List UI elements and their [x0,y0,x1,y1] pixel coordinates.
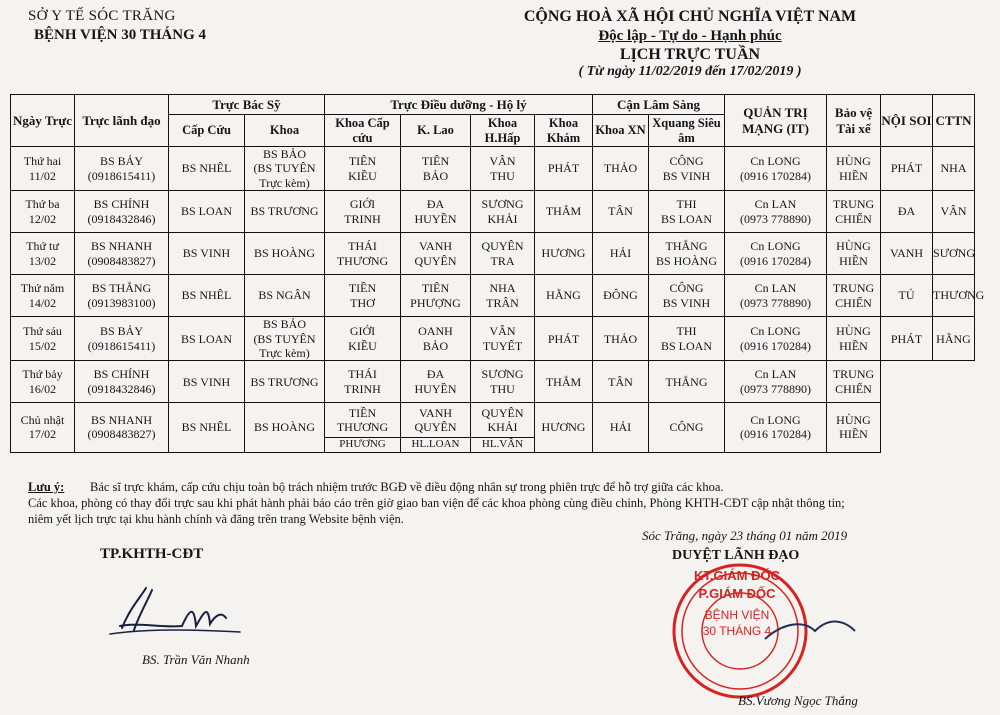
national-header [430,8,950,80]
cell-nurse-emergency: TIÊN KIỀU [325,147,401,191]
cell-extra-nurse-emergency: PHƯƠNG [325,438,401,452]
col-nurse-emergency: Khoa Cấp cứu [325,115,401,147]
cell-endoscopy: ĐA [881,191,933,233]
col-lab: Khoa XN [593,115,649,147]
cell-it: Cn LONG (0916 170284) [725,233,827,275]
cell-endoscopy: PHÁT [881,317,933,361]
notes-label: Lưu ý: [28,480,65,494]
cell-cttn: THƯƠNG [933,275,975,317]
signer-left-title: TP.KHTH-CĐT [100,546,204,562]
cell-emergency: BS NHÊL [169,403,245,452]
cell-xray: THI BS LOAN [649,317,725,361]
cell-extra-nurse-lao: HL.LOAN [401,438,471,452]
cell-emergency: BS VINH [169,233,245,275]
col-day: Ngày Trực [11,95,75,147]
cell-nurse-emergency: TIỀN THƯƠNG [325,403,401,438]
cell-day: Thứ bảy 16/02 [11,361,75,403]
cell-nurse-emergency: GIỚI KIỀU [325,317,401,361]
note-line-2: Các khoa, phòng có thay đổi trực sau khi phát hành phải báo cáo trên giờ giao ban viện để các khoa phòng cùng điều chỉnh, Phòng KHTH-CĐT cập nhật thông tin; [28,496,845,510]
cell-nurse-exam: THẮM [535,361,593,403]
cell-day: Thứ năm 14/02 [11,275,75,317]
cell-xray: THẮNG BS HOÀNG [649,233,725,275]
col-it: QUẢN TRỊ MẠNG (IT) [725,95,827,147]
cell-nurse-exam: HƯƠNG [535,403,593,452]
cell-nurse-emergency: THÁI TRINH [325,361,401,403]
cell-department: BS BẢO (BS TUYÊN Trực kèm) [245,147,325,191]
cell-leader: BS BẢY (0918615411) [75,147,169,191]
cell-cttn: VÂN [933,191,975,233]
handwritten-signature-icon [100,568,250,648]
table-row [11,403,975,438]
cell-lab: THẢO [593,147,649,191]
cell-guard: TRUNG CHIẾN [827,275,881,317]
cell-cttn: NHA [933,147,975,191]
cell-xray: THI BS LOAN [649,191,725,233]
hospital-name: BỆNH VIỆN 30 THÁNG 4 [34,27,206,43]
cell-guard: TRUNG CHIẾN [827,191,881,233]
cell-nurse-exam: PHÁT [535,147,593,191]
table-row [11,147,975,191]
col-endoscopy: NỘI SOI [881,95,933,147]
cell-emergency: BS NHÊL [169,275,245,317]
cell-emergency: BS NHÊL [169,147,245,191]
cell-nurse-emergency: THÁI THƯƠNG [325,233,401,275]
cell-lab: TÂN [593,361,649,403]
signer-right-name: BS.Vương Ngọc Thắng [738,693,858,708]
grp-doctor: Trực Bác Sỹ [169,95,325,115]
cell-it: Cn LONG (0916 170284) [725,403,827,452]
notes-section [28,479,978,527]
cell-nurse-lao: VANH QUYÊN [401,233,471,275]
stamp-line-2: 30 THÁNG 4 [702,624,772,638]
cell-nurse-exam: HẰNG [535,275,593,317]
stamp-line-1: BỆNH VIỆN [704,608,770,622]
cell-lab: HẢI [593,233,649,275]
cell-nurse-lao: ĐA HUYỀN [401,361,471,403]
cell-guard: HÙNG HIỀN [827,147,881,191]
cell-nurse-resp: QUYÊN KHẢI [471,403,535,438]
table-row [11,361,975,403]
page-title: LỊCH TRỰC TUẦN [619,46,761,63]
cell-guard: HÙNG HIỀN [827,233,881,275]
cell-department: BS HOÀNG [245,233,325,275]
cell-nurse-exam: THẮM [535,191,593,233]
cell-endoscopy: PHÁT [881,147,933,191]
cell-nurse-resp: NHA TRÂN [471,275,535,317]
cell-guard: HÙNG HIỀN [827,317,881,361]
approval-title: DUYỆT LÃNH ĐẠO [672,548,800,563]
duty-schedule-table [10,94,985,453]
cell-xray: CÔNG BS VINH [649,275,725,317]
blank-area [881,361,975,452]
cell-leader: BS THẮNG (0913983100) [75,275,169,317]
cell-day: Chủ nhật 17/02 [11,403,75,452]
signature-left [100,546,300,667]
cell-endoscopy: TÚ [881,275,933,317]
col-leader: Trực lãnh đạo [75,95,169,147]
sign-date: Sóc Trăng, ngày 23 tháng 01 năm 2019 [642,528,848,543]
national-motto: Độc lập - Tự do - Hạnh phúc [598,28,782,44]
cell-lab: ĐÔNG [593,275,649,317]
cell-guard: HÙNG HIỀN [827,403,881,452]
signer-left-name: BS. Trần Văn Nhanh [142,652,250,667]
cell-department: BS BẢO (BS TUYÊN Trực kèm) [245,317,325,361]
table-row [11,233,975,275]
cell-day: Thứ tư 13/02 [11,233,75,275]
cell-cttn: SƯƠNG [933,233,975,275]
stamp-pgd: P.GIÁM ĐỐC [698,586,776,601]
cell-emergency: BS LOAN [169,191,245,233]
cell-emergency: BS VINH [169,361,245,403]
cell-leader: BS BẢY (0918615411) [75,317,169,361]
schedule-period: ( Từ ngày 11/02/2019 đến 17/02/2019 ) [578,64,802,79]
grp-nurse: Trực Điều dưỡng - Hộ lý [325,95,593,115]
stamp-kt: KT.GIÁM ĐỐC [694,568,780,583]
note-line-3: niêm yết lịch trực tại khu hành chính và đăng trên trang Website bệnh viện. [28,512,404,526]
cell-leader: BS NHANH (0908483827) [75,403,169,452]
col-nurse-lao: K. Lao [401,115,471,147]
cell-nurse-exam: PHÁT [535,317,593,361]
cell-nurse-resp: VÂN THU [471,147,535,191]
cell-nurse-emergency: TIỀN THƠ [325,275,401,317]
cell-it: Cn LAN (0973 778890) [725,275,827,317]
cell-nurse-emergency: GIỚI TRINH [325,191,401,233]
col-guard: Bảo vệ Tài xế [827,95,881,147]
cell-it: Cn LONG (0916 170284) [725,317,827,361]
cell-department: BS HOÀNG [245,403,325,452]
cell-leader: BS CHÍNH (0918432846) [75,361,169,403]
cell-guard: TRUNG CHIẾN [827,361,881,403]
cell-cttn: HẰNG [933,317,975,361]
country-name: CỘNG HOÀ XÃ HỘI CHỦ NGHĨA VIỆT NAM [523,8,857,25]
cell-nurse-lao: VANH QUYÊN [401,403,471,438]
cell-it: Cn LONG (0916 170284) [725,147,827,191]
cell-xray: CÔNG BS VINH [649,147,725,191]
cell-nurse-resp: SƯƠNG KHẢI [471,191,535,233]
cell-xray: CÔNG [649,403,725,452]
department-name: SỞ Y TẾ SÓC TRĂNG [28,8,176,24]
col-cttn: CTTN [933,95,975,147]
col-nurse-exam: Khoa Khám [535,115,593,147]
cell-lab: TÂN [593,191,649,233]
col-department: Khoa [245,115,325,147]
cell-endoscopy: VANH [881,233,933,275]
cell-leader: BS CHÍNH (0918432846) [75,191,169,233]
cell-nurse-exam: HƯƠNG [535,233,593,275]
table-row [11,191,975,233]
issuer-block [28,8,228,44]
cell-nurse-resp: VÂN TUYẾT [471,317,535,361]
grp-clinical: Cận Lâm Sàng [593,95,725,115]
cell-day: Thứ sáu 15/02 [11,317,75,361]
cell-leader: BS NHANH (0908483827) [75,233,169,275]
cell-nurse-resp: QUYÊN TRA [471,233,535,275]
cell-extra-nurse-resp: HL.VÂN [471,438,535,452]
cell-nurse-lao: ĐA HUYỀN [401,191,471,233]
col-nurse-resp: Khoa H.Hấp [471,115,535,147]
cell-department: BS TRƯƠNG [245,191,325,233]
table-row [11,275,975,317]
cell-department: BS TRƯƠNG [245,361,325,403]
cell-emergency: BS LOAN [169,317,245,361]
table-row [11,317,975,361]
cell-lab: HẢI [593,403,649,452]
col-xray: Xquang Siêu âm [649,115,725,147]
cell-it: Cn LAN (0973 778890) [725,361,827,403]
header-row-1 [11,95,975,115]
cell-xray: THẮNG [649,361,725,403]
col-emergency: Cấp Cứu [169,115,245,147]
cell-nurse-lao: OANH BẢO [401,317,471,361]
cell-nurse-lao: TIÊN BẢO [401,147,471,191]
cell-lab: THẢO [593,317,649,361]
signature-right [600,528,940,708]
cell-nurse-resp: SƯƠNG THU [471,361,535,403]
cell-it: Cn LAN (0973 778890) [725,191,827,233]
cell-day: Thứ ba 12/02 [11,191,75,233]
cell-department: BS NGÂN [245,275,325,317]
cell-day: Thứ hai 11/02 [11,147,75,191]
note-line-1: Bác sĩ trực khám, cấp cứu chịu toàn bộ trách nhiệm trước BGĐ về điều động nhân sự trong phiên trực để hỗ trợ giữa các khoa. [90,480,724,494]
cell-nurse-lao: TIÊN PHƯỢNG [401,275,471,317]
